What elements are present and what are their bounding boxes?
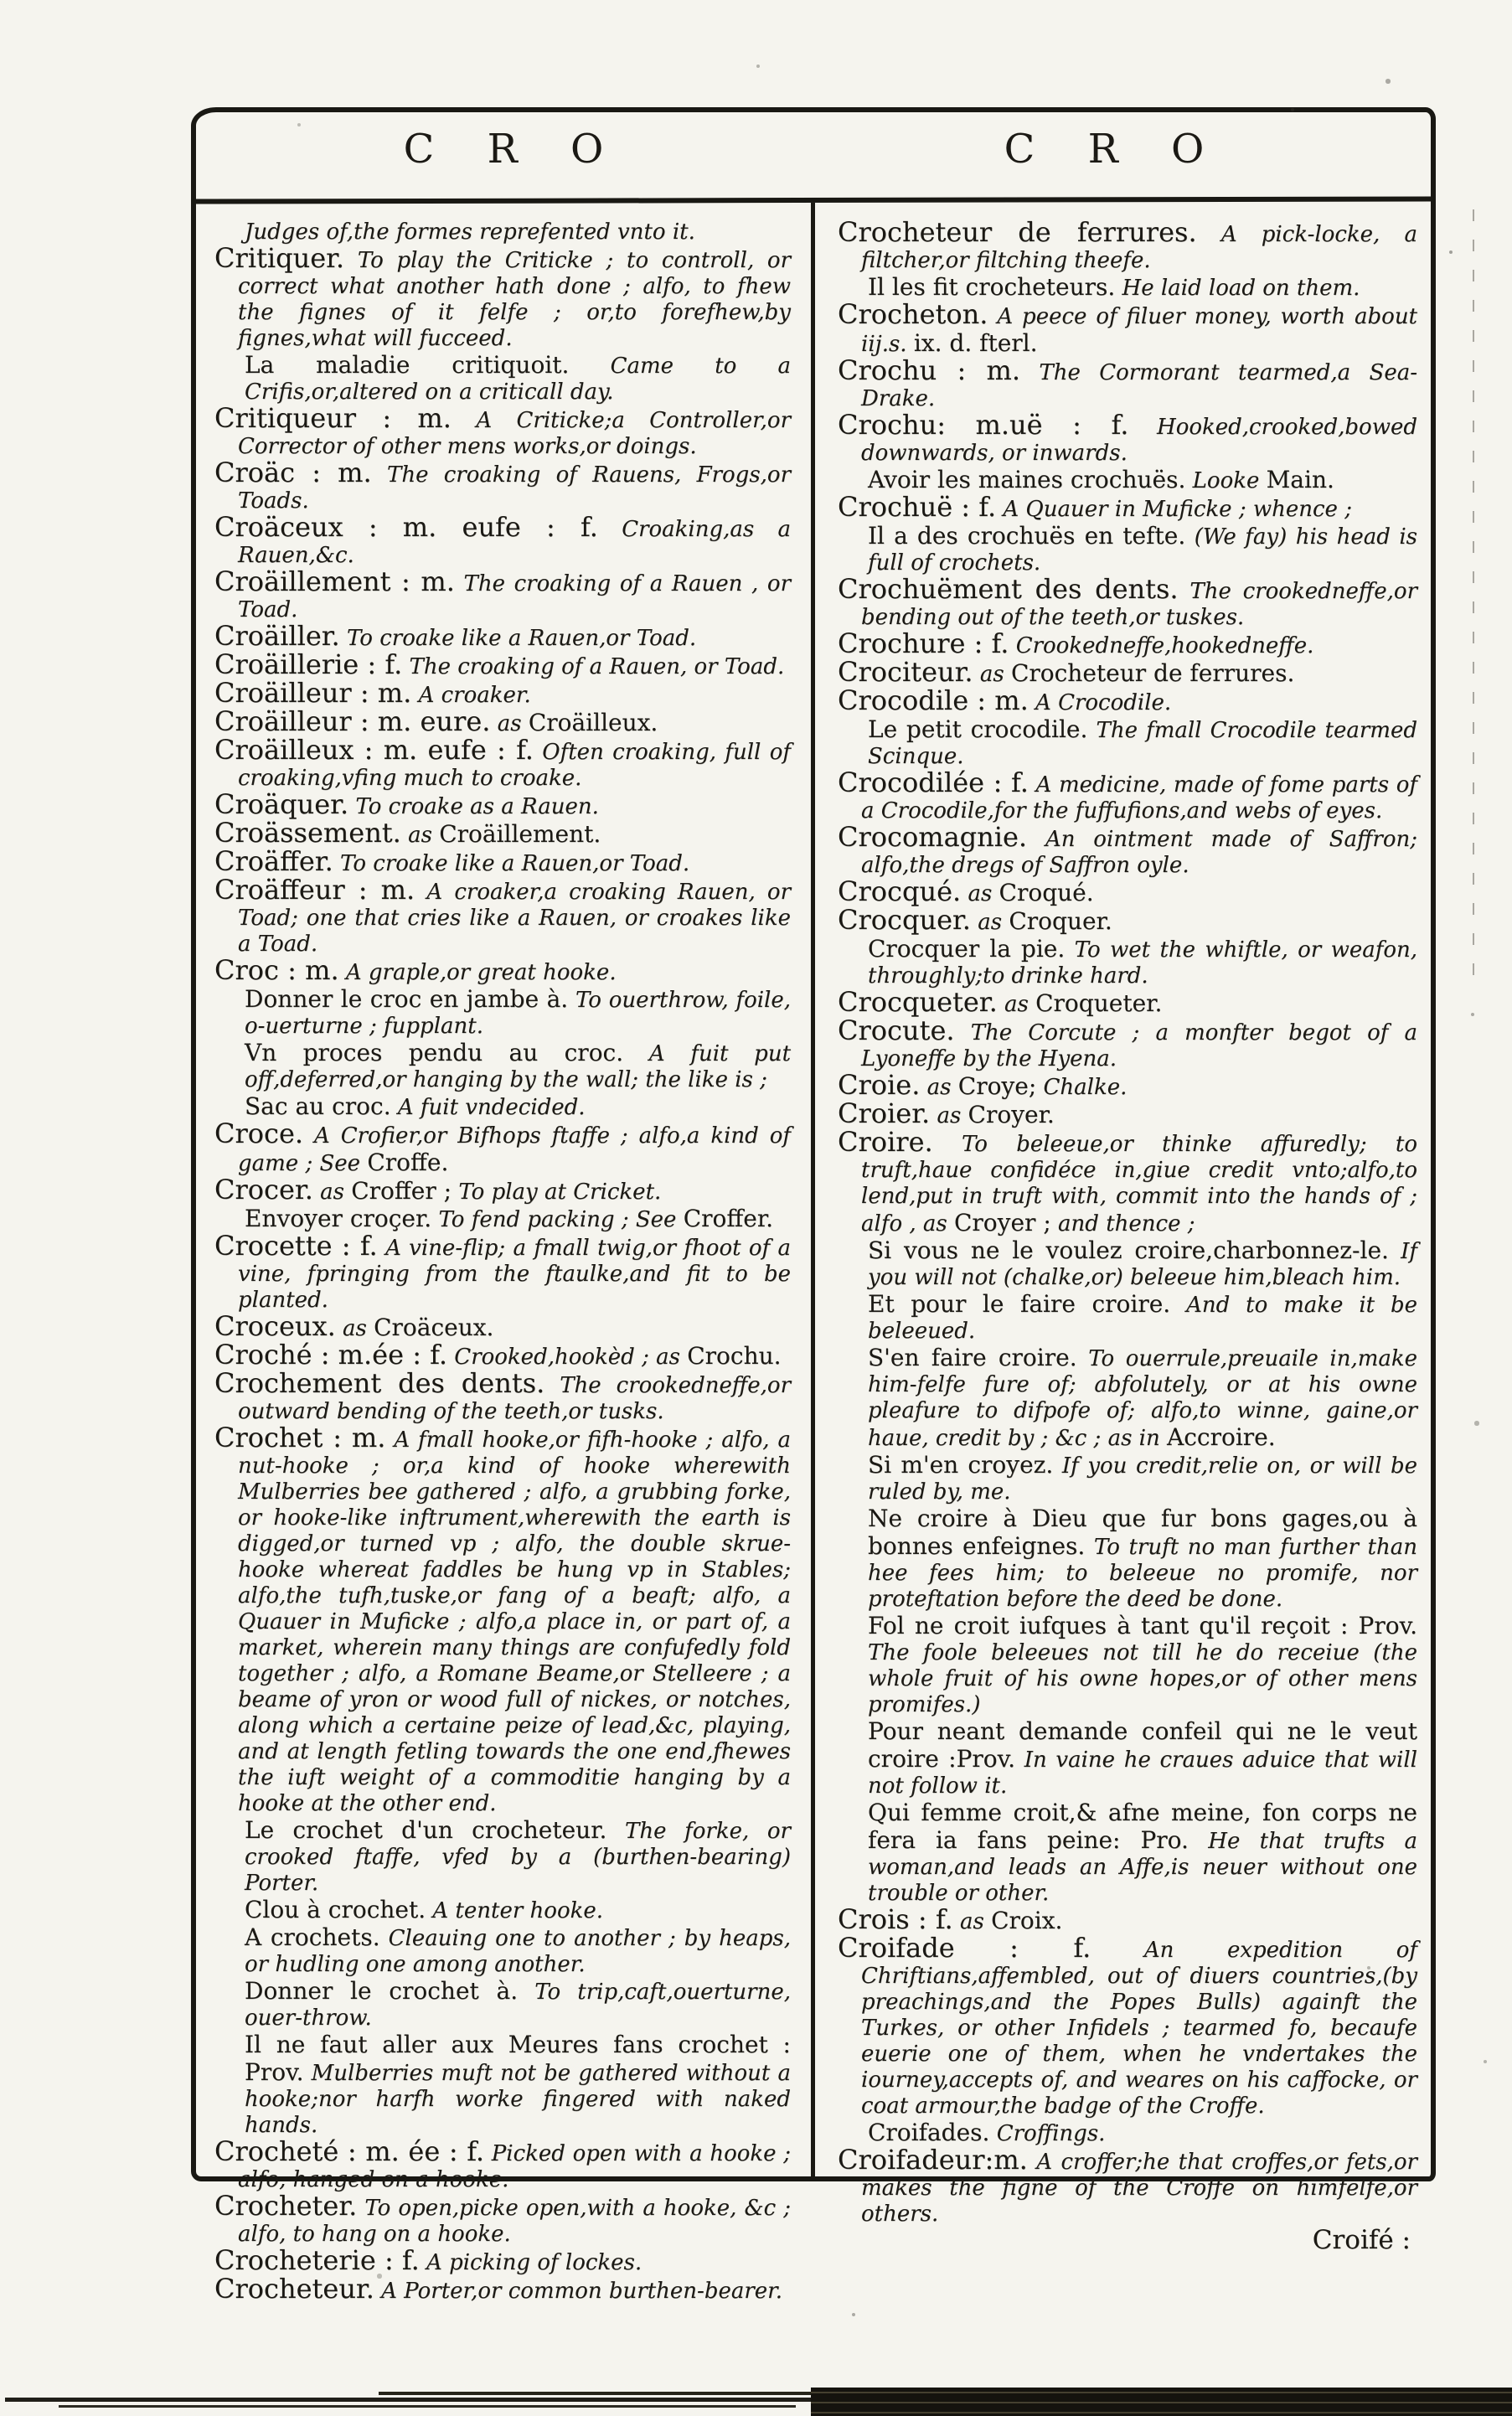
entry-headword: Croier. (838, 1097, 931, 1129)
entry-definition: To trip,caft,ouerturne, ouer-throw. (245, 1980, 791, 2031)
entry-definition: The foole beleeues not till he do receiue (the whole fruit of his owne hopes,or of other mens promifes.) (868, 1640, 1417, 1717)
entry-phrase: Sac au croc. (245, 1092, 391, 1120)
entry-phrase: Le petit crocodile. (868, 715, 1088, 743)
dictionary-entry (838, 523, 1417, 576)
entry-headword: Crocquer. (838, 904, 971, 936)
entry-headword: Croäiller. (214, 620, 340, 652)
dictionary-entry (838, 1069, 1417, 1101)
entry-headword: Crocqué. (838, 875, 962, 907)
entry-definition: as (497, 711, 522, 736)
entry-headword: Croifade : f. (838, 1932, 1091, 1964)
dictionary-entry (838, 1799, 1417, 1907)
entry-definition: A picking of lockes. (426, 2250, 642, 2275)
scan-artifact-stripe (379, 2392, 811, 2395)
entry-definition: The crookedneffe,or bending out of the teeth,or tuskes. (861, 579, 1418, 630)
entry-headword: Crochuë : f. (838, 491, 997, 523)
entry-definition: Crooked,hookèd ; as (454, 1345, 680, 1370)
entry-headword: Croäquer. (214, 788, 349, 820)
entry-headword: Crocheter. (214, 2190, 358, 2222)
dictionary-entry (214, 1339, 791, 1371)
entry-definition: as (968, 881, 993, 906)
entry-phrase: Croqueter. (1035, 989, 1163, 1017)
entry-phrase: Ne croire à Dieu que fur bons gages,ou à bonnes enfeignes. (868, 1505, 1417, 1560)
dictionary-entry (838, 716, 1417, 770)
dictionary-entry (838, 904, 1417, 936)
dictionary-entry (214, 1924, 791, 1978)
entry-phrase: Croäillement. (439, 820, 601, 848)
entry-definition: Crookedneffe,hookedneffe. (1015, 633, 1314, 658)
entry-definition: as (320, 1180, 344, 1205)
entry-headword: Crochuëment des dents. (838, 573, 1179, 605)
entry-headword: Crochet : m. (214, 1422, 386, 1453)
entry-headword: Crocodilée : f. (838, 767, 1029, 798)
dictionary-entry (838, 1237, 1417, 1291)
entry-definition: as (343, 1316, 367, 1341)
entry-phrase: Crocheteur de ferrures. (1010, 659, 1295, 687)
entry-definition: The croaking of a Rauen, or Toad. (409, 654, 785, 679)
entry-headword: Critiquer. (214, 242, 345, 274)
entry-definition: The fmall Crocodile tearmed Scinque. (868, 718, 1417, 769)
dictionary-entry (838, 1903, 1417, 1935)
entry-phrase: Crocquer la pie. (868, 935, 1066, 963)
scan-artifact-stripe (59, 2405, 796, 2408)
dictionary-entry (214, 1310, 791, 1342)
entry-definition: as (959, 1909, 984, 1934)
right-column (838, 216, 1418, 2255)
dictionary-entry (838, 1718, 1417, 1799)
entry-phrase: A crochets. (245, 1923, 380, 1951)
dictionary-entry (838, 1014, 1417, 1072)
dictionary-entry (214, 788, 791, 820)
entry-headword: Crois : f. (838, 1903, 953, 1935)
dictionary-entry (214, 677, 791, 709)
dictionary-entry (214, 352, 791, 405)
catchword-text: Croifé : (1312, 2225, 1411, 2255)
entry-headword: Crocqueter. (838, 986, 998, 1018)
entry-phrase: Croqué. (999, 879, 1094, 906)
dictionary-entry (214, 1040, 791, 1093)
scan-artifact-stripe (5, 2398, 811, 2402)
dictionary-entry (214, 2135, 791, 2193)
entry-definition: To play the Criticke ; to controll, or correct what another hath done ; alfo, to fhew the fignes of it felfe ; or,to forefhew,by fignes,what will fucceed. (238, 248, 792, 351)
entry-phrase: Qui femme croit,& afne meine, fon corps ne fera ia fans peine: Pro. (868, 1799, 1417, 1854)
entry-definition: as (408, 823, 432, 848)
entry-headword: Crocodile : m. (838, 684, 1029, 716)
entry-definition: A fuit put off,deferred,or hanging by the wall; the like is ; (245, 1041, 792, 1092)
entry-definition: To truft no man further than hee fees him; to beleeue no promife, nor proteftation before the deed be done. (868, 1535, 1418, 1612)
dictionary-entry (214, 845, 791, 877)
entry-definition: A medicine, made of fome parts of a Crocodile,for the fuffufions,and webs of eyes. (861, 772, 1418, 823)
dictionary-entry (214, 511, 792, 569)
entry-definition: The Corcute ; a monfter begot of a Lyoneffe by the Hyena. (861, 1020, 1417, 1071)
entry-phrase: Donner le crochet à. (245, 1977, 519, 2005)
dictionary-entry (838, 573, 1418, 631)
entry-definition: and thence ; (1058, 1211, 1195, 1236)
entry-phrase: Il les fit crocheteurs. (868, 273, 1116, 301)
entry-headword: Croceux. (214, 1310, 336, 1342)
entry-definition: To ouerthrow, foile, o-uerturne ; fupplant. (245, 988, 792, 1039)
entry-headword: Crocheteur. (214, 2273, 374, 2305)
dictionary-entry (838, 936, 1417, 989)
entry-definition: Chalke. (1043, 1075, 1128, 1100)
dictionary-entry (838, 986, 1417, 1018)
entry-definition: The forke, or crooked ftaffe, vfed by a (burthen-bearing) Porter. (245, 1819, 791, 1896)
entry-headword: Crocheté : m. ée : f. (214, 2135, 485, 2167)
dictionary-entry (838, 821, 1417, 879)
entry-definition: In vaine he craues aduice that will not follow it. (868, 1747, 1417, 1799)
dictionary-entry (214, 2031, 791, 2139)
dictionary-entry (838, 1291, 1417, 1345)
entry-definition: Judges of,the formes reprefented vnto it. (245, 219, 695, 245)
entry-definition: A tenter hooke. (432, 1898, 603, 1923)
dictionary-entry (838, 2144, 1417, 2228)
entry-headword: Crocheteur de ferrures. (838, 216, 1197, 248)
dictionary-entry (838, 409, 1417, 467)
entry-definition: To beleeue,or thinke affuredly; to truft,haue confidéce in,giue credit vnto;alfo,to lend,put in truft with, commit into the hands of ; alfo , as (861, 1132, 1418, 1236)
entry-headword: Crocer. (214, 1174, 313, 1205)
entry-phrase: Fol ne croit iufques à tant qu'il reçoit : Prov. (868, 1612, 1417, 1639)
entry-definition: A vine-flip; a fmall twig,or fhoot of a vine, fpringing from the ftaulke,and fit to be planted. (238, 1236, 792, 1313)
dictionary-entry (214, 1897, 791, 1924)
dictionary-entry (214, 2244, 791, 2276)
entry-phrase: Main. (1266, 466, 1334, 493)
dictionary-entry (838, 627, 1417, 659)
entry-definition: To wet the whiftle, or weafon, throughly;to drinke hard. (868, 937, 1417, 989)
entry-definition: A croffer;he that croffes,or fets,or makes the figne of the Croffe on himfelfe,or others. (861, 2150, 1417, 2227)
entry-headword: Croie. (838, 1069, 921, 1101)
scan-edge-line (1473, 209, 1474, 989)
entry-headword: Crociteur. (838, 656, 973, 688)
entry-headword: Croäilleux : m. eufe : f. (214, 734, 534, 766)
entry-definition: as (1004, 992, 1029, 1017)
catchword (838, 2225, 1417, 2255)
entry-definition: A croaker,a croaking Rauen, or Toad; one that cries like a Rauen, or croakes like a Toad. (238, 880, 792, 957)
entry-headword: Crochure : f. (838, 627, 1009, 659)
entry-definition: To croake as a Rauen. (355, 794, 599, 819)
entry-definition: To play at Cricket. (458, 1180, 662, 1205)
dictionary-entry (214, 2190, 791, 2248)
entry-phrase: Si m'en croyez. (868, 1451, 1054, 1479)
dictionary-entry (214, 1118, 791, 1177)
dictionary-entry (838, 1452, 1417, 1505)
entry-phrase: Croquer. (1009, 907, 1112, 935)
entry-headword: Crochement des dents. (214, 1367, 545, 1399)
entry-headword: Crochu : m. (838, 354, 1021, 386)
entry-headword: Croässement. (214, 817, 401, 849)
entry-phrase: Croyer ; (954, 1209, 1051, 1236)
entry-definition: A fmall hooke,or fifh-hooke ; alfo, a nut-hooke ; or,a kind of hooke wherewith Mulberries bee gathered ; alfo, a grubbing forke, or hooke-like inftrument,wherewith the earth is digged,or turned vp ; alfo, the double skrue-hooke whereat faddles be hung vp in Stables; alfo,the tufh,tuske,or fang of a beaft; alfo, a Quauer in Muficke ; alfo,a place in, or part of, a market, wherein many things are confufedly fold together ; alfo, a Romane Beame,or Stelleere ; a beame of yron or wood full of nickes, or notches, along which a certaine peize of lead,&c, playing, and at length fetling towards the one end,fhewes the iuft weight of a commoditie hanging by a hooke at the other end. (238, 1427, 792, 1816)
dictionary-entry (214, 1978, 791, 2031)
entry-headword: Crochu: m.uë : f. (838, 409, 1129, 441)
entry-definition: A Crocodile. (1035, 690, 1172, 715)
dictionary-entry (838, 298, 1418, 358)
entry-phrase: Croye; (957, 1072, 1037, 1100)
column-divider-rule (811, 203, 815, 2178)
entry-definition: (We fay) his head is full of crochets. (868, 524, 1417, 576)
dictionary-entry (214, 565, 791, 623)
dictionary-entry (214, 734, 791, 792)
entry-phrase: Accroire. (1167, 1423, 1276, 1451)
entry-definition: A pick-locke, a filtcher,or filtching theefe. (861, 222, 1418, 273)
entry-headword: Croäffer. (214, 845, 333, 877)
dictionary-entry (214, 242, 792, 352)
entry-definition: The Cormorant tearmed,a Sea-Drake. (861, 360, 1418, 411)
scan-noise-specks (0, 0, 2, 2)
dictionary-entry (838, 1097, 1417, 1129)
dictionary-entry (214, 1817, 791, 1897)
dictionary-entry (838, 1932, 1418, 2119)
entry-phrase: La maladie critiquoit. (245, 351, 570, 379)
dictionary-entry (838, 875, 1417, 907)
entry-definition: To open,picke open,with a hooke, &c ; alfo, to hang on a hooke. (238, 2196, 791, 2247)
entry-definition: And to make it be beleeued. (868, 1293, 1418, 1344)
dictionary-entry (214, 620, 791, 652)
entry-definition: He that trufts a woman,and leads an Affe,is neuer without one trouble or other. (868, 1829, 1417, 1906)
entry-headword: Croché : m.ée : f. (214, 1339, 448, 1371)
entry-phrase: Croix. (991, 1907, 1063, 1934)
entry-phrase: Le crochet d'un crocheteur. (245, 1816, 607, 1844)
entry-definition: A peece of filuer money, worth about iij.s. (861, 304, 1418, 357)
entry-headword: Croce. (214, 1118, 304, 1149)
entry-headword: Crocette : f. (214, 1230, 378, 1262)
entry-headword: Crocheton. (838, 298, 988, 330)
dictionary-entry (838, 1126, 1418, 1237)
entry-phrase: Il a des crochuës en tefte. (868, 522, 1186, 550)
entry-definition: Hooked,crooked,bowed downwards, or inwards. (861, 415, 1417, 466)
dictionary-entry (838, 656, 1417, 688)
entry-headword: Croäillerie : f. (214, 648, 403, 680)
dictionary-entry (838, 1345, 1417, 1452)
dictionary-entry (214, 457, 792, 514)
dictionary-entry (838, 491, 1417, 523)
entry-definition: To croake like a Rauen,or Toad. (346, 626, 697, 651)
entry-definition: The croaking of a Rauen , or Toad. (238, 571, 791, 622)
entry-definition: To ouerrule,preuaile in,make him-felfe fure of; abfolutely, or at his owne pleafure to difpofe of; alfo,to winne, gaine,or haue, credit by ; &c ; as in (868, 1346, 1418, 1451)
running-head-right: C R O (1004, 126, 1225, 173)
entry-definition: Picked open with a hooke ; alfo, hanged on a hooke. (238, 2141, 791, 2192)
entry-headword: Croäilleur : m. eure. (214, 705, 491, 737)
entry-definition: He laid load on them. (1122, 276, 1360, 301)
entry-definition: as (979, 662, 1004, 687)
entry-definition: To croake like a Rauen,or Toad. (340, 851, 690, 876)
entry-definition: A Porter,or common burthen-bearer. (381, 2279, 783, 2304)
dictionary-entry (838, 216, 1418, 274)
dictionary-entry (838, 767, 1418, 824)
entry-definition: A croaker. (418, 683, 531, 708)
entry-phrase: Crochu. (687, 1342, 782, 1370)
entry-phrase: Et pour le faire croire. (868, 1290, 1171, 1318)
entry-phrase: Croifades. (868, 2119, 990, 2146)
entry-definition: Cleauing one to another ; by heaps, or hudling one among another. (245, 1926, 792, 1977)
entry-headword: Croäilleur : m. (214, 677, 412, 709)
entry-definition: Croaking,as a Rauen,&c. (238, 517, 792, 568)
dictionary-entry (838, 684, 1417, 716)
entry-phrase: Pour neant demande confeil qui ne le veut croire :Prov. (868, 1717, 1417, 1773)
entry-headword: Croäffeur : m. (214, 874, 415, 906)
entry-headword: Crocheterie : f. (214, 2244, 420, 2276)
entry-headword: Croäceux : m. eufe : f. (214, 511, 598, 543)
dictionary-entry (214, 705, 791, 737)
dictionary-entry (214, 1174, 791, 1205)
dictionary-entry (214, 1230, 792, 1314)
entry-phrase: Croffer ; (351, 1177, 452, 1205)
entry-definition: as (926, 1075, 952, 1100)
entry-phrase: Croäceux. (374, 1314, 494, 1341)
entry-definition: Often croaking, full of croaking,vfing much to croake. (238, 740, 791, 791)
entry-definition: as (978, 910, 1003, 935)
entry-definition: A Quauer in Muficke ; whence ; (1003, 497, 1352, 522)
entry-definition: An expedition of Chriftians,affembled, out of diuers countries,(by preachings,and the Popes Bulls) againft the Turkes, or other Infidels ; tearmed fo, becaufe euerie one of them, when he vndertakes the iourney,accepts of, and weares on his caffocke, or coat armour,the badge of the Croffe. (861, 1938, 1418, 2119)
dictionary-entry (838, 1613, 1417, 1718)
running-head-left: C R O (403, 126, 624, 173)
dictionary-entry (838, 1505, 1417, 1613)
dictionary-entry (214, 2273, 791, 2305)
entry-headword: Croc : m. (214, 954, 339, 986)
scan-artifact-band (811, 2388, 1512, 2416)
entry-headword: Croäillement : m. (214, 565, 455, 597)
dictionary-entry (214, 1367, 791, 1425)
entry-phrase: ix. d. fterl. (913, 329, 1038, 357)
dictionary-entry (214, 1422, 792, 1817)
entry-definition: A graple,or great hooke. (345, 960, 617, 985)
entry-definition: A fuit vndecided. (397, 1095, 586, 1120)
entry-definition: The croaking of Rauens, Frogs,or Toads. (238, 462, 792, 514)
entry-phrase: Si vous ne le voulez croire,charbonnez-le. (868, 1236, 1389, 1264)
entry-definition: Mulberries muft not be gathered without a hooke;nor harfh worke fingered with naked hands. (245, 2061, 791, 2138)
entry-phrase: Envoyer croçer. (245, 1205, 432, 1232)
entry-definition: Croffings. (996, 2121, 1106, 2146)
entry-headword: Critiqueur : m. (214, 402, 452, 434)
entry-definition: If you will not (chalke,or) beleeue him,bleach him. (868, 1239, 1417, 1290)
entry-definition: A Crofier,or Bifhops ftaffe ; alfo,a kind of game ; See (238, 1123, 791, 1176)
entry-phrase: Avoir les maines crochuës. (868, 466, 1186, 493)
entry-phrase: Clou à crochet. (245, 1896, 426, 1923)
entry-definition: The crookedneffe,or outward bending of the teeth,or tusks. (238, 1373, 791, 1424)
entry-phrase: Croffe. (367, 1149, 449, 1176)
entry-headword: Crocomagnie. (838, 821, 1028, 853)
entry-phrase: Vn proces pendu au croc. (245, 1039, 624, 1066)
left-column (214, 219, 791, 2305)
entry-definition: If you credit,relie on, or will be ruled by, me. (868, 1453, 1417, 1505)
entry-headword: Croire. (838, 1126, 933, 1158)
entry-definition: Came to a Crifis,or,altered on a criticall day. (245, 354, 791, 405)
dictionary-entry (838, 354, 1418, 412)
entry-headword: Croäc : m. (214, 457, 372, 488)
dictionary-entry (214, 954, 791, 986)
dictionary-entry (214, 874, 792, 958)
entry-definition: A Criticke;a Controller,or Corrector of other mens works,or doings. (238, 408, 792, 459)
entry-phrase: Il ne faut aller aux Meures fans crochet : Prov. (245, 2031, 791, 2086)
entry-headword: Crocute. (838, 1014, 955, 1046)
entry-phrase: Croffer. (683, 1205, 774, 1232)
entry-phrase: Donner le croc en jambe à. (245, 985, 569, 1013)
dictionary-entry (214, 986, 791, 1040)
entry-phrase: Croäilleux. (528, 709, 658, 736)
entry-headword: Croifadeur:m. (838, 2144, 1028, 2176)
entry-definition: To fend packing ; See (438, 1207, 677, 1232)
entry-definition: as (937, 1103, 962, 1128)
dictionary-entry (214, 402, 792, 460)
entry-definition: An ointment made of Saffron; alfo,the dregs of Saffron oyle. (861, 827, 1417, 878)
entry-phrase: S'en faire croire. (868, 1344, 1077, 1371)
dictionary-entry (214, 648, 791, 680)
entry-phrase: Croyer. (968, 1101, 1055, 1128)
dictionary-entry (214, 817, 791, 849)
entry-definition: Looke (1192, 468, 1260, 493)
